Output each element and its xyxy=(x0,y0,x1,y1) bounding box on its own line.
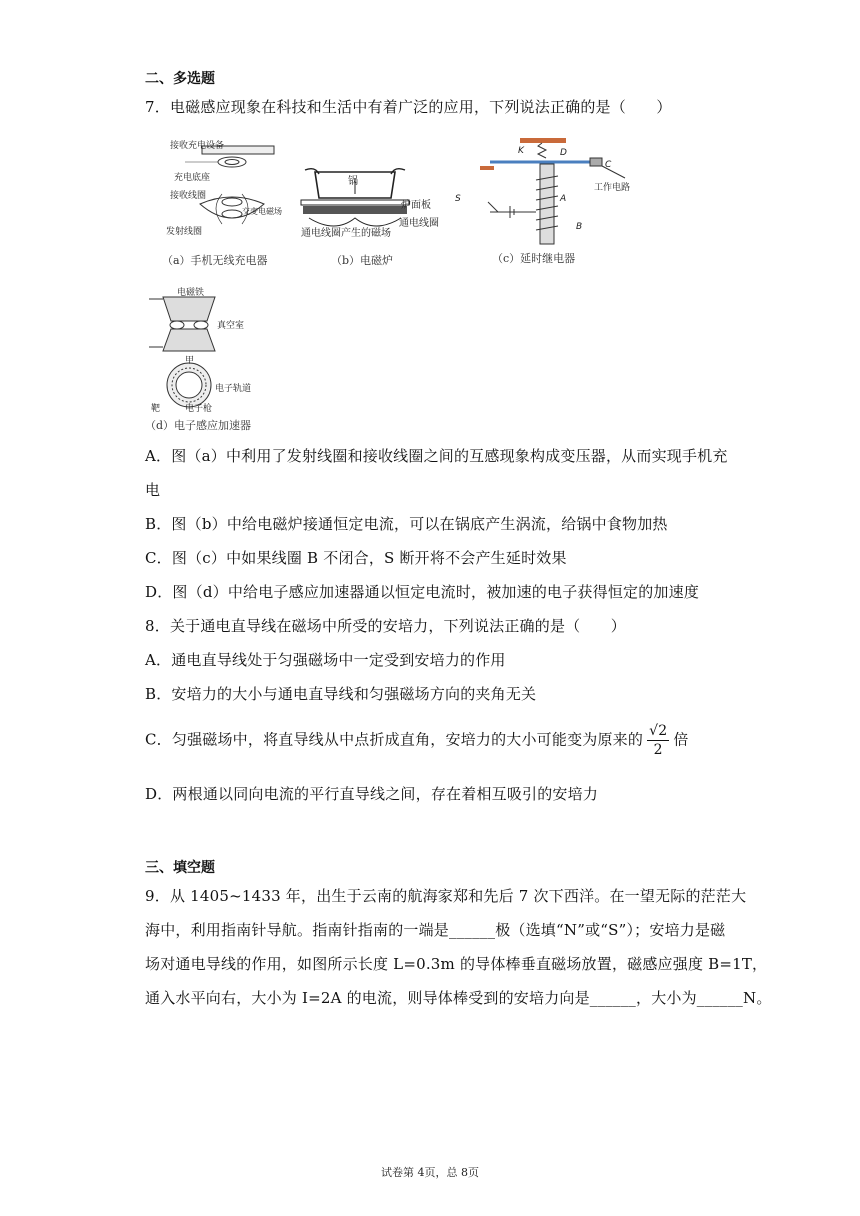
figure-b-induction-cooker xyxy=(295,158,445,273)
q7-option-a-continued: 电 xyxy=(145,481,161,499)
q7-stem: 7．电磁感应现象在科技和生活中有着广泛的应用，下列说法正确的是（ ） xyxy=(145,98,672,116)
figure-b-label-coil: 通电线圈 xyxy=(399,218,439,229)
q8-option-c-text: C．匀强磁场中，将直导线从中点折成直角，安培力的大小可能变为原来的 xyxy=(145,730,644,749)
figure-a-label-receive-coil: 接收线圈 xyxy=(170,191,207,201)
figure-c-delay-relay xyxy=(450,132,640,272)
figure-a-caption: （a）手机无线充电器 xyxy=(162,254,268,267)
q7-option-a: A．图（a）中利用了发射线圈和接收线圈之间的互感现象构成变压器，从而实现手机充 xyxy=(145,447,728,465)
q7-option-d: D．图（d）中给电子感应加速器通以恒定电流时，被加速的电子获得恒定的加速度 xyxy=(145,583,700,601)
figure-c-label-a: A xyxy=(560,194,567,204)
figure-a-label-field: 交变电磁场 xyxy=(242,207,282,216)
figure-b-caption: （b）电磁炉 xyxy=(331,254,394,267)
figure-d-label-orbit: 电子轨道 xyxy=(215,384,252,394)
figure-d-label-target: 靶 xyxy=(151,404,161,414)
q9-line-3: 场对通电导线的作用，如图所示长度 L=0.3m 的导体棒垂直磁场放置，磁感应强度 B=1T， xyxy=(145,955,768,973)
q9-line-4: 通入水平向右，大小为 I=2A 的电流，则导体棒受到的安培力向是______，大小为______N。 xyxy=(145,989,772,1007)
figure-b-label-field: 通电线圈产生的磁场 xyxy=(301,228,391,239)
section-title-fill-in: 三、填空题 xyxy=(145,860,215,876)
figure-b-label-pot: 锅 xyxy=(348,176,358,187)
sqrt2-over-2-fraction xyxy=(647,722,669,759)
figure-a-label-receiver: 接收充电设备 xyxy=(170,141,225,151)
fraction-numerator: √2 xyxy=(649,723,668,739)
figure-d-caption: （d）电子感应加速器 xyxy=(145,419,252,432)
figure-a-wireless-charger xyxy=(160,132,285,272)
q9-line-2: 海中，利用指南针导航。指南针指南的一端是______极（选填“N”或“S”）；安培力是磁 xyxy=(145,921,726,939)
q8-stem: 8．关于通电直导线在磁场中所受的安培力，下列说法正确的是（ ） xyxy=(145,617,626,635)
figure-b-label-panel: 炉面板 xyxy=(401,200,431,211)
figure-a-label-transmit-coil: 发射线圈 xyxy=(166,227,203,237)
figure-a-label-base: 充电底座 xyxy=(174,173,211,183)
q8-option-d: D．两根通以同向电流的平行直导线之间，存在着相互吸引的安培力 xyxy=(145,785,599,803)
q8-option-c-suffix: 倍 xyxy=(673,730,689,749)
figure-c-label-d: D xyxy=(560,148,567,158)
figure-d-label-gun: 电子枪 xyxy=(185,404,213,414)
figure-d-betatron xyxy=(145,285,280,435)
figure-c-label-c: C xyxy=(605,160,612,170)
fraction-denominator: 2 xyxy=(653,742,663,758)
figure-d-label-chamber: 真空室 xyxy=(217,321,245,331)
figure-c-caption: （c）延时继电器 xyxy=(492,252,576,265)
q8-option-a: A．通电直导线处于匀强磁场中一定受到安培力的作用 xyxy=(145,651,506,669)
q8-option-c xyxy=(145,722,689,759)
page-footer: 试卷第 4页，总 8页 xyxy=(381,1166,479,1179)
q8-option-b: B．安培力的大小与通电直导线和匀强磁场方向的夹角无关 xyxy=(145,685,537,703)
figure-c-label-b: B xyxy=(576,222,583,232)
figure-c-label-s: S xyxy=(455,194,461,204)
q7-option-c: C．图（c）中如果线圈 B 不闭合，S 断开将不会产生延时效果 xyxy=(145,549,567,567)
figure-c-label-circuit: 工作电路 xyxy=(594,183,631,193)
q9-line-1: 9．从 1405~1433 年，出生于云南的航海家郑和先后 7 次下西洋。在一望无际的茫茫大 xyxy=(145,887,747,905)
section-title-multiple-choice: 二、多选题 xyxy=(145,71,215,87)
figure-d-label-magnet: 电磁铁 xyxy=(177,288,205,298)
figure-d-label-jia: 甲 xyxy=(185,356,195,366)
figure-c-label-k: K xyxy=(518,146,524,156)
q7-option-b: B．图（b）中给电磁炉接通恒定电流，可以在锅底产生涡流，给锅中食物加热 xyxy=(145,515,668,533)
